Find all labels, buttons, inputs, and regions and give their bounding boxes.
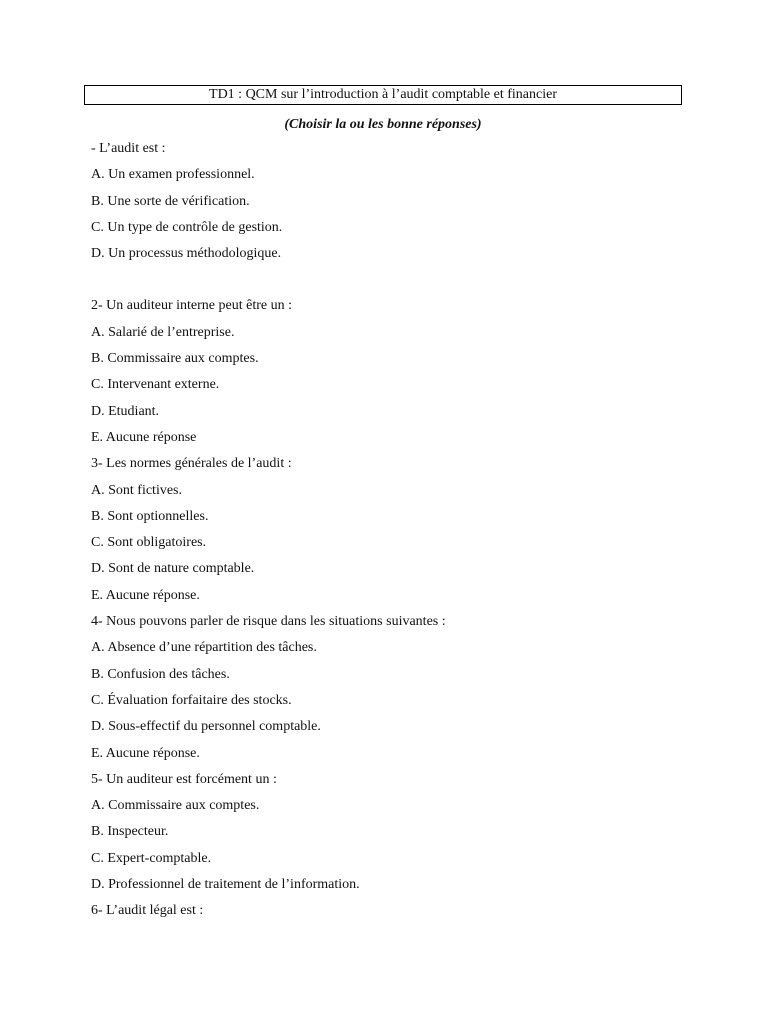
question-4-prompt: 4- Nous pouvons parler de risque dans les situations suivantes : [91, 614, 446, 630]
question-3-option-a: A. Sont fictives. [91, 482, 182, 498]
question-3-option-b: B. Sont optionnelles. [91, 508, 209, 524]
question-3-prompt: 3- Les normes générales de l’audit : [91, 456, 292, 472]
question-2-option-d: D. Etudiant. [91, 403, 160, 419]
question-2-option-a: A. Salarié de l’entreprise. [91, 324, 235, 340]
instruction-text: (Choisir la ou les bonne réponses) [284, 117, 482, 132]
question-3-option-d: D. Sont de nature comptable. [91, 561, 255, 577]
question-4-option-c: C. Évaluation forfaitaire des stocks. [91, 692, 292, 708]
question-4-option-a: A. Absence d’une répartition des tâches. [91, 640, 317, 656]
question-1-option-d: D. Un processus méthodologique. [91, 246, 282, 262]
question-1-option-c: C. Un type de contrôle de gestion. [91, 219, 283, 235]
question-5-option-d: D. Professionnel de traitement de l’information. [91, 877, 360, 893]
question-4-option-d: D. Sous-effectif du personnel comptable. [91, 719, 321, 735]
question-2-option-c: C. Intervenant externe. [91, 377, 220, 393]
question-5-prompt: 5- Un auditeur est forcément un : [91, 771, 277, 787]
question-5-option-c: C. Expert-comptable. [91, 850, 212, 866]
question-2-prompt: 2- Un auditeur interne peut être un : [91, 298, 292, 314]
question-2-option-b: B. Commissaire aux comptes. [91, 351, 259, 367]
question-5-option-a: A. Commissaire aux comptes. [91, 798, 260, 814]
question-4-option-b: B. Confusion des tâches. [91, 666, 230, 682]
question-1-prompt: - L’audit est : [91, 141, 166, 156]
question-1-option-a: A. Un examen professionnel. [91, 167, 255, 183]
question-6-prompt: 6- L’audit légal est : [91, 903, 204, 919]
question-3-option-e: E. Aucune réponse. [91, 587, 200, 603]
question-4-option-e: E. Aucune réponse. [91, 745, 200, 761]
document-title: TD1 : QCM sur l’introduction à l’audit comptable et financier [84, 85, 682, 105]
question-1-option-b: B. Une sorte de vérification. [91, 193, 250, 209]
question-3-option-c: C. Sont obligatoires. [91, 535, 207, 551]
blank-line [91, 271, 691, 297]
question-5-option-b: B. Inspecteur. [91, 824, 169, 840]
question-2-option-e: E. Aucune réponse [91, 429, 197, 445]
question-list [91, 140, 691, 929]
